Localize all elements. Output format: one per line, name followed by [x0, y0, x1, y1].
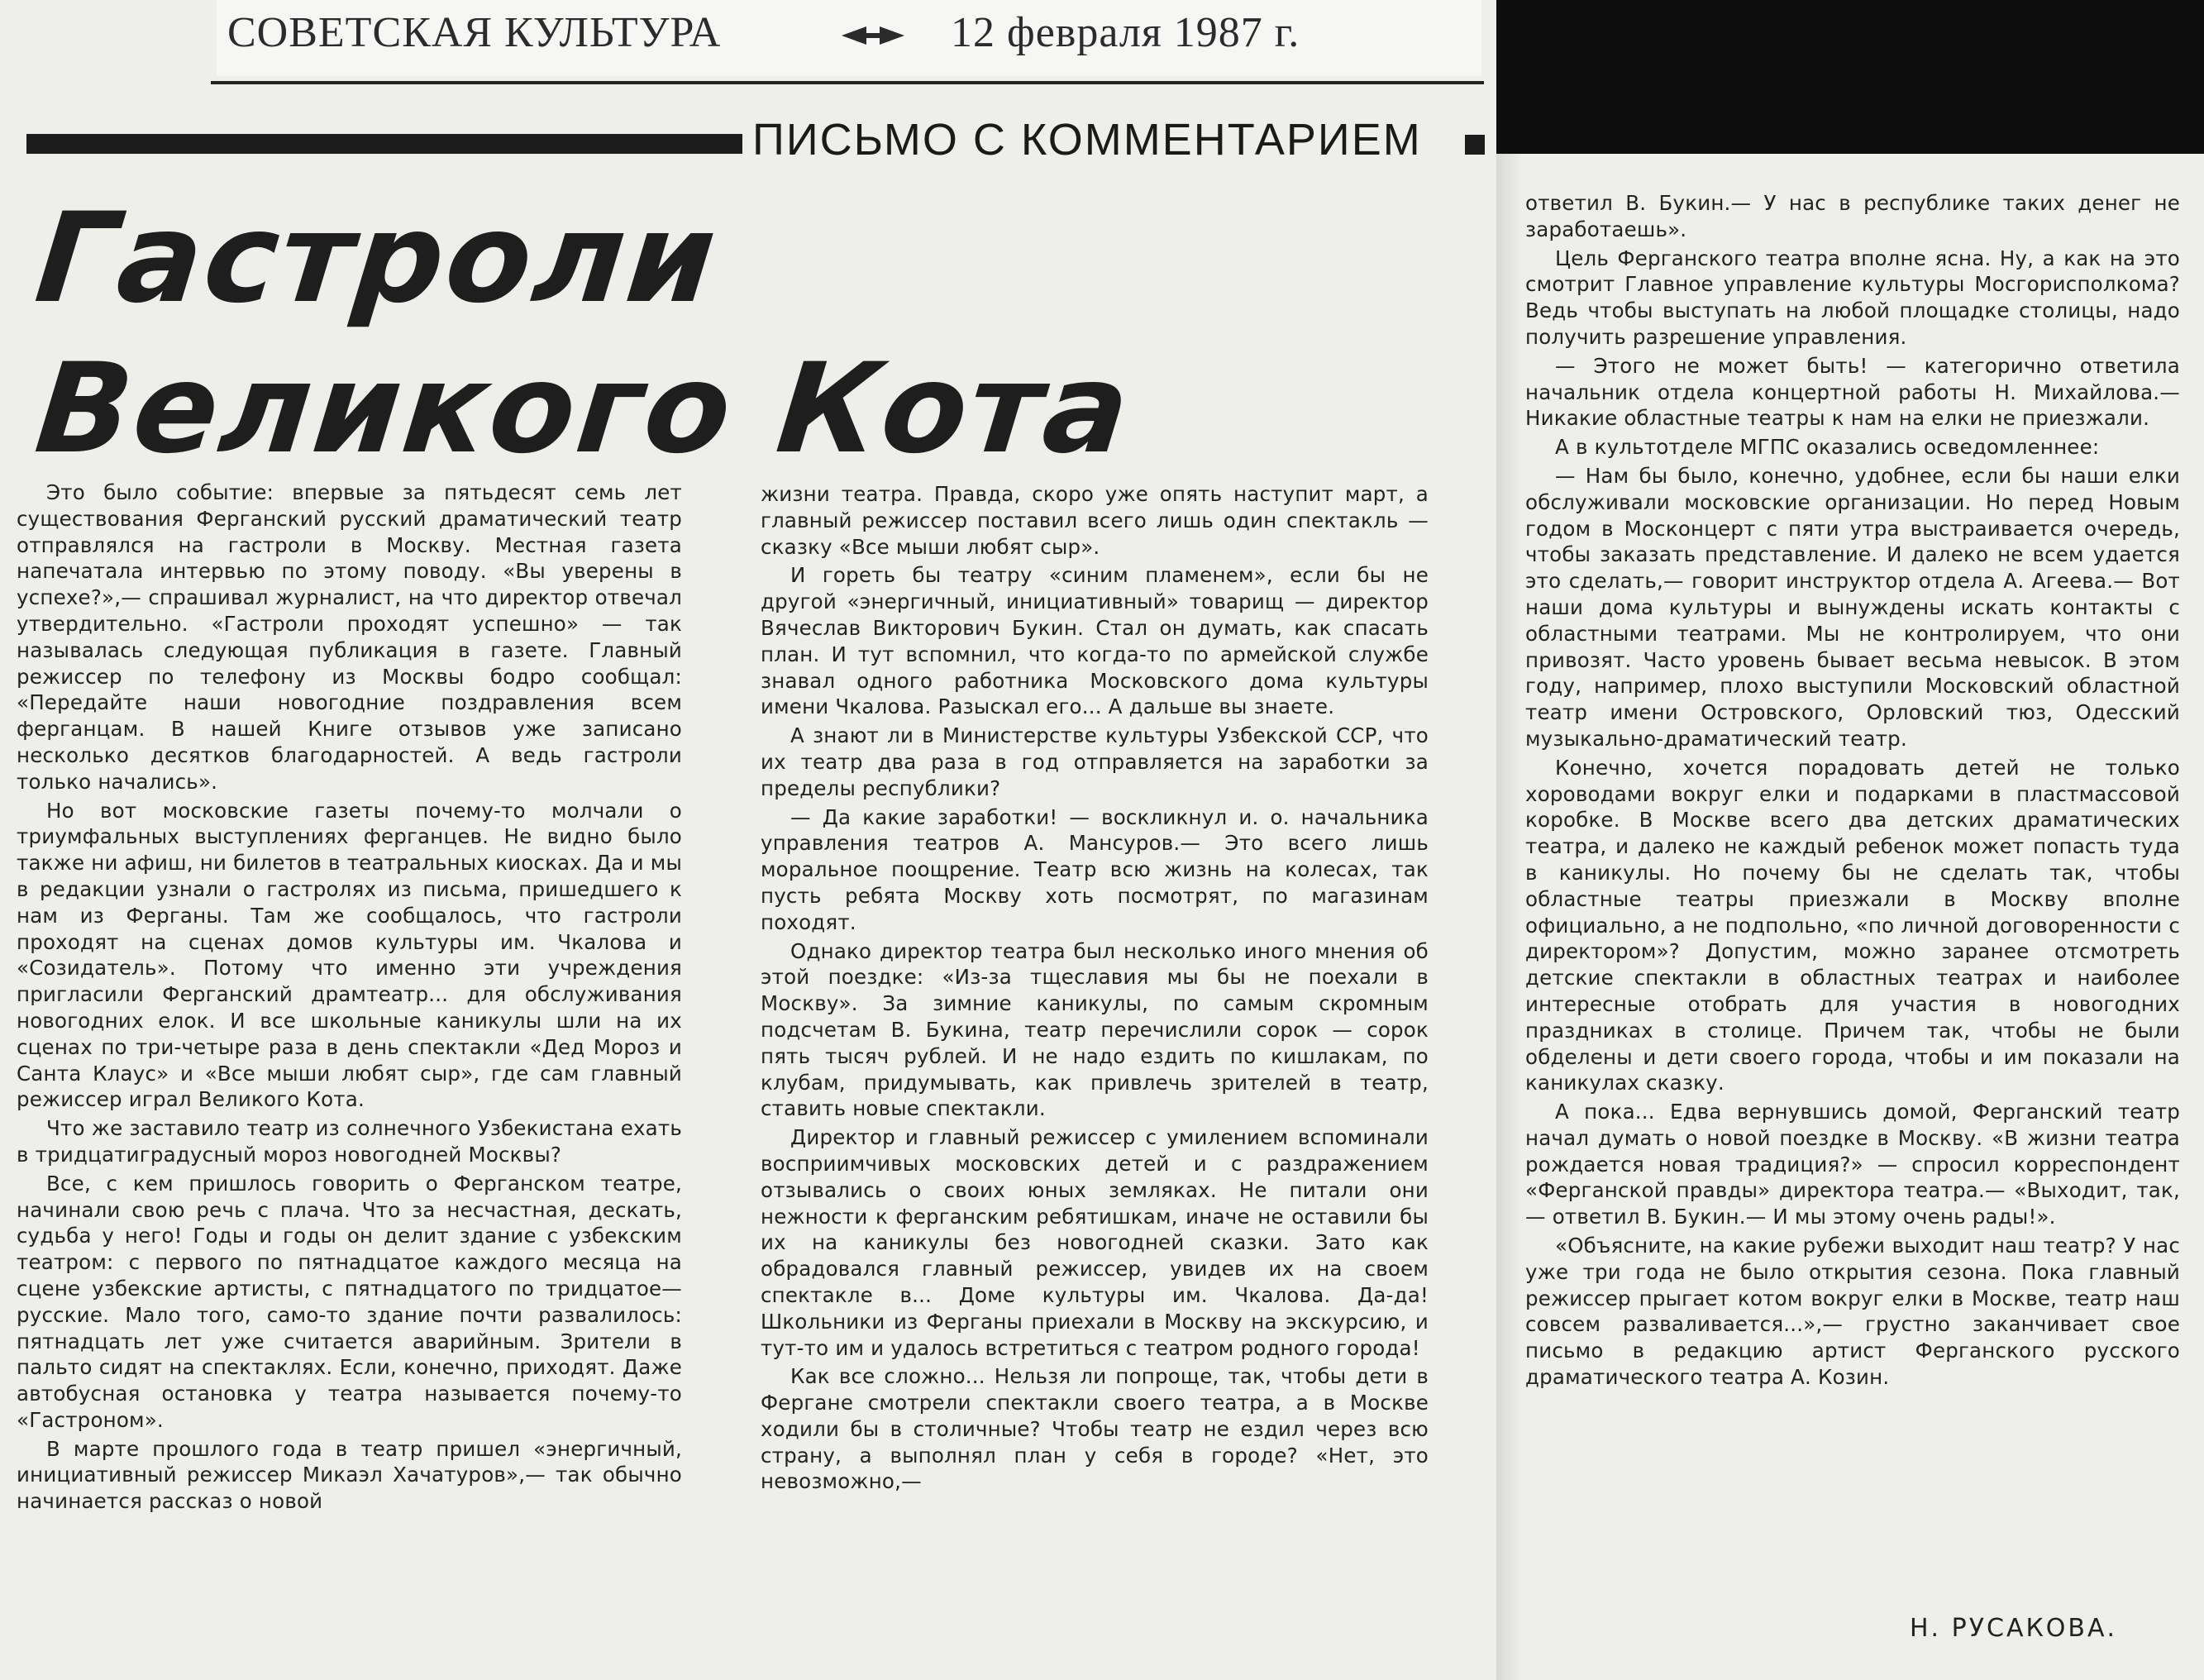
- paragraph: Но вот московские газеты почему-то молчали о триумфальных выступлениях ферганцев. Не видно было также ни афиш, ни билетов в театральных киосках. Да и мы в редакции узнали о гастролях из письма, пришедшего к нам из Ферганы. Там же сообщалось, что гастроли проходят на сценах домов культуры им. Чкалова и «Созидатель». Потому что именно эти учреждения пригласили Ферганский драмтеатр... для обслуживания новогодних елок. И все школьные каникулы шли на их сценах по три-четыре раза в день спектакли «Дед Мороз и Санта Клаус» и «Все мыши любят сыр», где сам главный режиссер играл Великого Кота.: [17, 798, 682, 1112]
- paragraph: И гореть бы театру «синим пламенем», если бы не другой «энергичный, инициативный» товарищ — директор Вячеслав Викторович Букин. Стал он думать, как спасать план. И тут вспомнил, что когда-то по армейской службе знавал одного работника Московского дома культуры имени Чкалова. Разыскал его... А дальше вы знаете.: [761, 563, 1429, 719]
- paragraph: — Да какие заработки! — воскликнул и. о. начальника управления театров А. Мансуров.— Это всего лишь моральное поощрение. Театр всю жизнь на колесах, так пусть ребята Москву хоть посмотрят, по магазинам походят.: [761, 804, 1429, 934]
- issue-date: 12 февраля 1987 г.: [951, 9, 1300, 56]
- paragraph: Директор и главный режиссер с умилением вспоминали восприимчивых московских детей и с раздражением отзывались о своих юных земляках. Не питали они нежности к ферганским ребятишкам, иначе не оставили бы их на каникулы без новогодней сказки. Зато как обрадовался главный режиссер, увидев их на своем спектакле в... Доме культуры им. Чкалова. Да-да! Школьники из Ферганы приехали в Москву на экскурсию, и тут-то им и удалось встретиться с театром родного города!: [761, 1125, 1429, 1360]
- publication-name: СОВЕТСКАЯ КУЛЬТУРА: [227, 9, 722, 56]
- article-column-3: [1525, 190, 2180, 1393]
- diamond-arrow-icon: [842, 25, 904, 46]
- paragraph: А знают ли в Министерстве культуры Узбекской ССР, что их театр два раза в год отправляется на заработки за пределы республики?: [761, 723, 1429, 800]
- article-title-line2: Великого Кота: [29, 337, 1138, 481]
- paragraph: жизни театра. Правда, скоро уже опять наступит март, а главный режиссер поставил всего лишь один спектакль — сказку «Все мыши любят сыр».: [761, 482, 1429, 559]
- dark-background-area: [1496, 0, 2204, 154]
- rubric-end-marker: [1465, 135, 1485, 155]
- bleed-through-letter: [1397, 161, 1529, 277]
- article-title-line1: Гастроли: [29, 187, 725, 331]
- article-column-2: [761, 481, 1429, 1497]
- paragraph: ответил В. Букин.— У нас в республике таких денег не заработаешь».: [1525, 191, 2180, 241]
- header-rule: [211, 81, 1484, 84]
- paragraph: Однако директор театра был несколько иного мнения об этой поездке: «Из-за тщеславия мы бы не поехали в Москву». За зимние каникулы, по самым скромным подсчетам В. Букина, театр перечислили сорок — сорок пять тысяч рублей. И не надо ездить по кишлакам, по клубам, придумывать, как привлечь зрителей в театр, ставить новые спектакли.: [761, 938, 1429, 1121]
- paragraph: А пока... Едва вернувшись домой, Ферганский театр начал думать о новой поездке в Москву. «В жизни театра рождается новая традиция?» — спросил корреспондент «Ферганской правды» директора театра.— «Выходит, так,— ответил В. Букин.— И мы этому очень рады!».: [1525, 1100, 2180, 1229]
- paragraph: Это было событие: впервые за пятьдесят семь лет существования Ферганский русский драматический театр отправлялся на гастроли в Москву. Местная газета напечатала интервью по этому поводу. «Вы уверены в успехе?»,— спрашивал журналист, на что директор отвечал утвердительно. «Гастроли проходят успешно» — так называлась следующая публикация в газете. Главный режиссер по телефону из Москвы бодро сообщал: «Передайте наши новогодние поздравления всем ферганцам. В нашей Книге отзывов уже записано несколько десятков благодарностей. А ведь гастроли только начались».: [17, 480, 682, 794]
- paragraph: — Нам бы было, конечно, удобнее, если бы наши елки обслуживали московские организации. Но перед Новым годом в Москонцерт с пяти утра выстраивается очередь, чтобы заказать представление. И далеко не всем удается это сделать,— говорит инструктор отдела А. Агеева.— Вот наши дома культуры и вынуждены искать контакты с областными театрами. Мы не контролируем, что они привозят. Часто уровень бывает весьма невысок. В этом году, например, плохо выступили Московский областной театр имени Островского, Орловский тюз, Одесский музыкально-драматический театр.: [1525, 463, 2180, 751]
- paragraph: — Этого не может быть! — категорично ответила начальник отдела концертной работы Н. Михайлова.— Никакие областные театры к нам на елки не приезжали.: [1525, 353, 2180, 431]
- rubric-bar: [26, 134, 742, 154]
- page-edge-shadow: [1496, 154, 1521, 1680]
- author-signature: Н. РУСАКОВА.: [1910, 1614, 2118, 1643]
- paragraph: Что же заставило театр из солнечного Узбекистана ехать в тридцатиградусный мороз новогодней Москвы?: [17, 1116, 682, 1167]
- paragraph: Как все сложно... Нельзя ли попроще, так, чтобы дети в Фергане смотрели спектакли своего театра, а в Москве ходили бы в столичные? Чтобы театр не ездил через всю страну, а выполнял план у себя в городе? «Нет, это невозможно,—: [761, 1364, 1429, 1494]
- paragraph: Конечно, хочется порадовать детей не только хороводами вокруг елки и подарками в пластмассовой коробке. В Москве всего два детских драматических театра, и далеко не каждый ребенок может попасть туда в каникулы. Но почему бы не сделать так, чтобы областные театры приезжали в Москву вполне официально, а не подпольно, «по личной договоренности с директором»? Допустим, можно заранее отсмотреть детские спектакли в областных театрах и наиболее интересные отобрать для участия в новогодних праздниках в столице. Причем так, чтобы не были обделены и дети своего города, чтобы и им показали на каникулах сказку.: [1525, 755, 2180, 1095]
- rubric-label: ПИСЬМО С КОММЕНТАРИЕМ: [752, 115, 1422, 165]
- paragraph: А в культотделе МГПС оказались осведомленнее:: [1555, 435, 2100, 460]
- paragraph: В марте прошлого года в театр пришел «энергичный, инициативный режиссер Микаэл Хачатуров»,— так обычно начинается рассказ о новой: [17, 1436, 682, 1514]
- paragraph: Цель Ферганского театра вполне ясна. Ну, а как на это смотрит Главное управление культуры Мосгорисполкома? Ведь чтобы выступать на любой площадке столицы, надо получить разрешение управления.: [1525, 246, 2180, 349]
- paragraph: «Объясните, на какие рубежи выходит наш театр? У нас уже три года не было открытия сезона. Пока главный режиссер прыгает котом вокруг елки в Москве, театр наш совсем разваливается...»,— грустно заканчивает свое письмо в редакцию артист Ферганского русского драматического театра А. Козин.: [1525, 1234, 2180, 1390]
- article-column-1: [17, 480, 682, 1517]
- paragraph: Все, с кем пришлось говорить о Ферганском театре, начинали свою речь с плача. Что за несчастная, дескать, судьба у него! Годы и годы он делит здание с узбекским театром: с первого по пятнадцатое каждого месяца на сцене узбекские артисты, с пятнадцатого по тридцатое— русские. Мало того, само-то здание почти развалилось: пятнадцать лет уже считается аварийным. Зрители в пальто сидят на спектаклях. Если, конечно, приходят. Даже автобусная остановка у театра называется почему-то «Гастроном».: [17, 1171, 682, 1432]
